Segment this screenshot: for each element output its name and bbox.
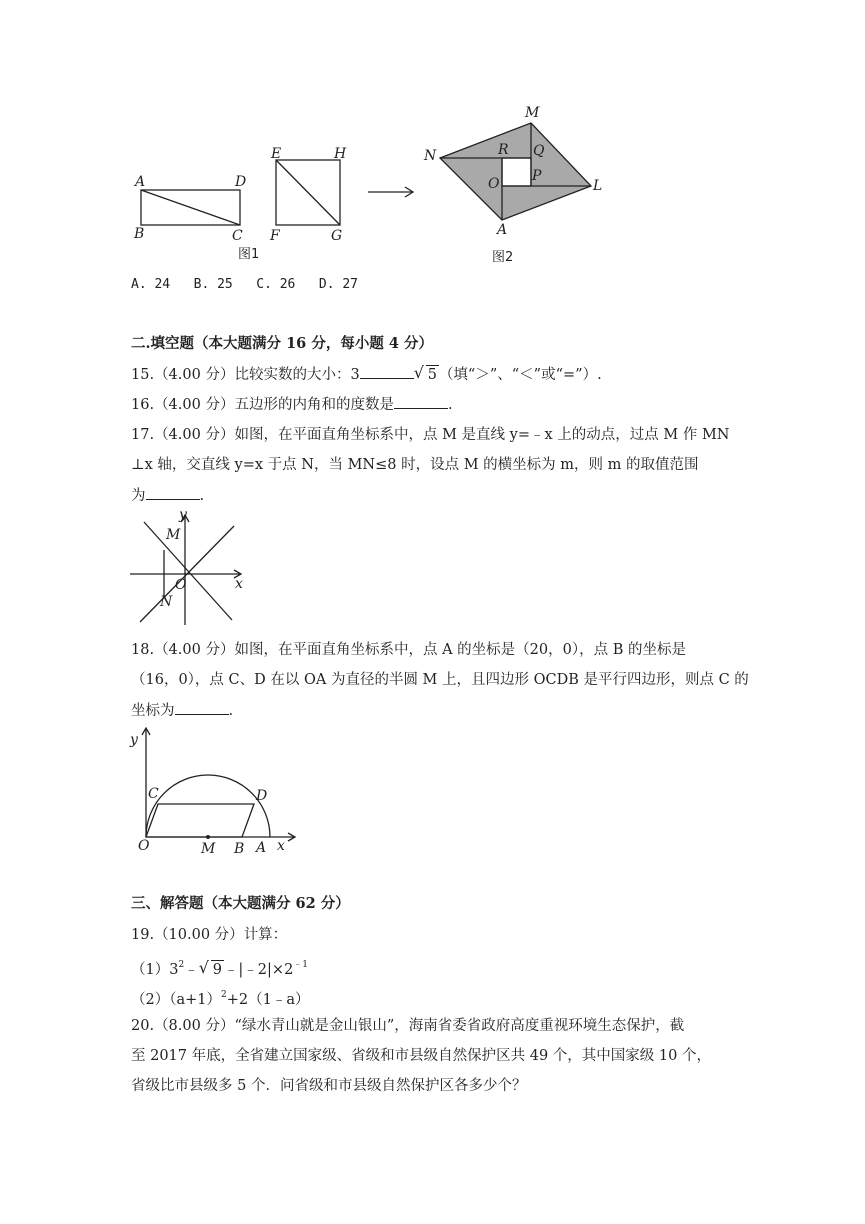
fig2-label-l: L bbox=[593, 178, 603, 194]
q19-number: 19. bbox=[131, 927, 155, 943]
fig2-inner-square bbox=[502, 158, 531, 186]
question-20-line1 bbox=[131, 1016, 684, 1036]
fig1-label-b: B bbox=[134, 226, 145, 242]
q17-label-o: O bbox=[175, 577, 187, 593]
option-b: B. 25 bbox=[193, 277, 233, 292]
question-17-line2: ⊥x 轴，交直线 y=x 于点 N，当 MN≤8 时，设点 M 的横坐标为 m，则 m 的取值范围 bbox=[131, 457, 699, 473]
option-c: C. 26 bbox=[256, 277, 296, 292]
q15-text-before: 比较实数的大小：3 bbox=[234, 367, 360, 383]
q17-line3: 为 bbox=[131, 488, 146, 504]
question-20-line2: 至 2017 年底，全省建立国家级、省级和市县级自然保护区共 49 个，其中国家级 10 个， bbox=[131, 1048, 711, 1064]
q16-end: . bbox=[447, 397, 453, 413]
q15-score: （4.00 分） bbox=[154, 367, 235, 383]
question-19 bbox=[131, 925, 287, 945]
q14-figure bbox=[120, 100, 620, 270]
fig1-caption: 图1 bbox=[238, 247, 260, 262]
fig2-label-r: R bbox=[498, 142, 509, 158]
q20-number: 20. bbox=[131, 1018, 155, 1034]
q19-part2-exp: 2 bbox=[221, 990, 227, 1000]
question-16 bbox=[131, 394, 453, 415]
q19-part1-b: ﹣ bbox=[184, 962, 199, 978]
q18-parallelogram-ocdb bbox=[146, 804, 254, 837]
q16-blank bbox=[394, 394, 448, 409]
q15-text-after: （填“＞”、“＜”或“=”）. bbox=[438, 367, 602, 383]
q18-label-d: D bbox=[256, 788, 268, 804]
q17-number: 17. bbox=[131, 427, 155, 443]
q19-sqrt: √ 9 bbox=[198, 958, 222, 978]
q18-center-m bbox=[206, 835, 210, 839]
q19-text: 计算： bbox=[243, 927, 288, 943]
section2-heading: 二.填空题（本大题满分 16 分，每小题 4 分） bbox=[131, 335, 434, 352]
q19-part2-b: +2（1﹣a） bbox=[226, 992, 310, 1008]
q18-label-c: C bbox=[148, 786, 159, 802]
question-17-line1 bbox=[131, 425, 729, 445]
fig1-label-d: D bbox=[235, 174, 247, 190]
q19-part1-exp2: ﹣1 bbox=[293, 960, 309, 970]
q17-label-x: x bbox=[235, 576, 243, 592]
fig1-label-g: G bbox=[331, 228, 343, 244]
q19-part1-c: ﹣|﹣2|×2 bbox=[223, 962, 294, 978]
q17-line1: 如图，在平面直角坐标系中，点 M 是直线 y=﹣x 上的动点，过点 M 作 MN bbox=[234, 427, 730, 443]
diagonal-eg bbox=[276, 160, 340, 225]
q15-blank bbox=[360, 364, 414, 379]
fig2-label-q: Q bbox=[533, 143, 545, 159]
q15-sqrt: √ 5 bbox=[413, 363, 437, 383]
q18-label-y: y bbox=[130, 732, 138, 748]
fig2-label-o: O bbox=[488, 176, 500, 192]
q18-line1: 如图，在平面直角坐标系中，点 A 的坐标是（20，0），点 B 的坐标是 bbox=[234, 642, 686, 658]
question-15 bbox=[131, 364, 602, 385]
q18-semicircle bbox=[146, 775, 270, 837]
question-18-line2: （16，0），点 C、D 在以 OA 为直径的半圆 M 上，且四边形 OCDB 是平行四边形，则点 C 的 bbox=[131, 672, 749, 688]
q19-part2-a: （2）（a+1） bbox=[131, 992, 221, 1008]
q18-label-o: O bbox=[138, 838, 150, 854]
q18-label-a: A bbox=[256, 840, 267, 856]
q15-number: 15. bbox=[131, 367, 155, 383]
fig2-label-m: M bbox=[525, 105, 540, 121]
q18-label-m: M bbox=[201, 841, 216, 857]
fig2-caption: 图2 bbox=[492, 250, 514, 265]
diagonal-ac bbox=[141, 190, 240, 225]
fig1-label-f: F bbox=[270, 228, 280, 244]
q17-blank bbox=[146, 485, 200, 500]
q18-score: （4.00 分） bbox=[154, 642, 235, 658]
q16-text: 五边形的内角和的度数是 bbox=[234, 397, 394, 413]
q19-score: （10.00 分） bbox=[154, 927, 244, 943]
q19-part1-exp: 2 bbox=[178, 960, 185, 970]
q17-label-n: N bbox=[160, 594, 173, 610]
q19-radicand: 9 bbox=[212, 962, 222, 978]
question-20-line3: 省级比市县级多 5 个．问省级和市县级自然保护区各多少个？ bbox=[131, 1078, 527, 1094]
q15-radicand: 5 bbox=[427, 367, 437, 383]
fig2-label-p: P bbox=[532, 168, 542, 184]
fig1-label-e: E bbox=[271, 146, 282, 162]
q18-blank bbox=[175, 700, 229, 715]
q16-number: 16. bbox=[131, 397, 155, 413]
fig1-label-c: C bbox=[232, 228, 243, 244]
fig2-label-n: N bbox=[424, 148, 437, 164]
fig1-label-a: A bbox=[135, 174, 146, 190]
q18-end: . bbox=[228, 703, 234, 719]
q18-line3: 坐标为 bbox=[131, 703, 175, 719]
q18-number: 18. bbox=[131, 642, 155, 658]
q14-options bbox=[131, 277, 358, 292]
question-18-line1 bbox=[131, 640, 686, 660]
q18-label-b: B bbox=[234, 841, 245, 857]
q17-figure bbox=[128, 510, 258, 630]
q18-label-x: x bbox=[277, 838, 285, 854]
fig1-label-h: H bbox=[334, 146, 347, 162]
q17-label-m: M bbox=[166, 527, 181, 543]
q20-score: （8.00 分） bbox=[154, 1018, 235, 1034]
section3-heading: 三、解答题（本大题满分 62 分） bbox=[131, 895, 350, 912]
option-d: D. 27 bbox=[318, 277, 359, 292]
q17-score: （4.00 分） bbox=[154, 427, 235, 443]
q20-line1: “绿水青山就是金山银山”，海南省委省政府高度重视环境生态保护，截 bbox=[234, 1018, 685, 1034]
question-18-line3 bbox=[131, 700, 233, 721]
question-17-line3 bbox=[131, 485, 204, 506]
fig2-label-a: A bbox=[497, 222, 508, 238]
q17-label-y: y bbox=[179, 507, 187, 523]
question-19-part2 bbox=[131, 985, 309, 1010]
q17-end: . bbox=[199, 488, 205, 504]
q19-part1-a: （1）3 bbox=[131, 962, 179, 978]
q16-score: （4.00 分） bbox=[154, 397, 235, 413]
question-19-part1 bbox=[131, 955, 308, 980]
option-a: A. 24 bbox=[131, 277, 171, 292]
